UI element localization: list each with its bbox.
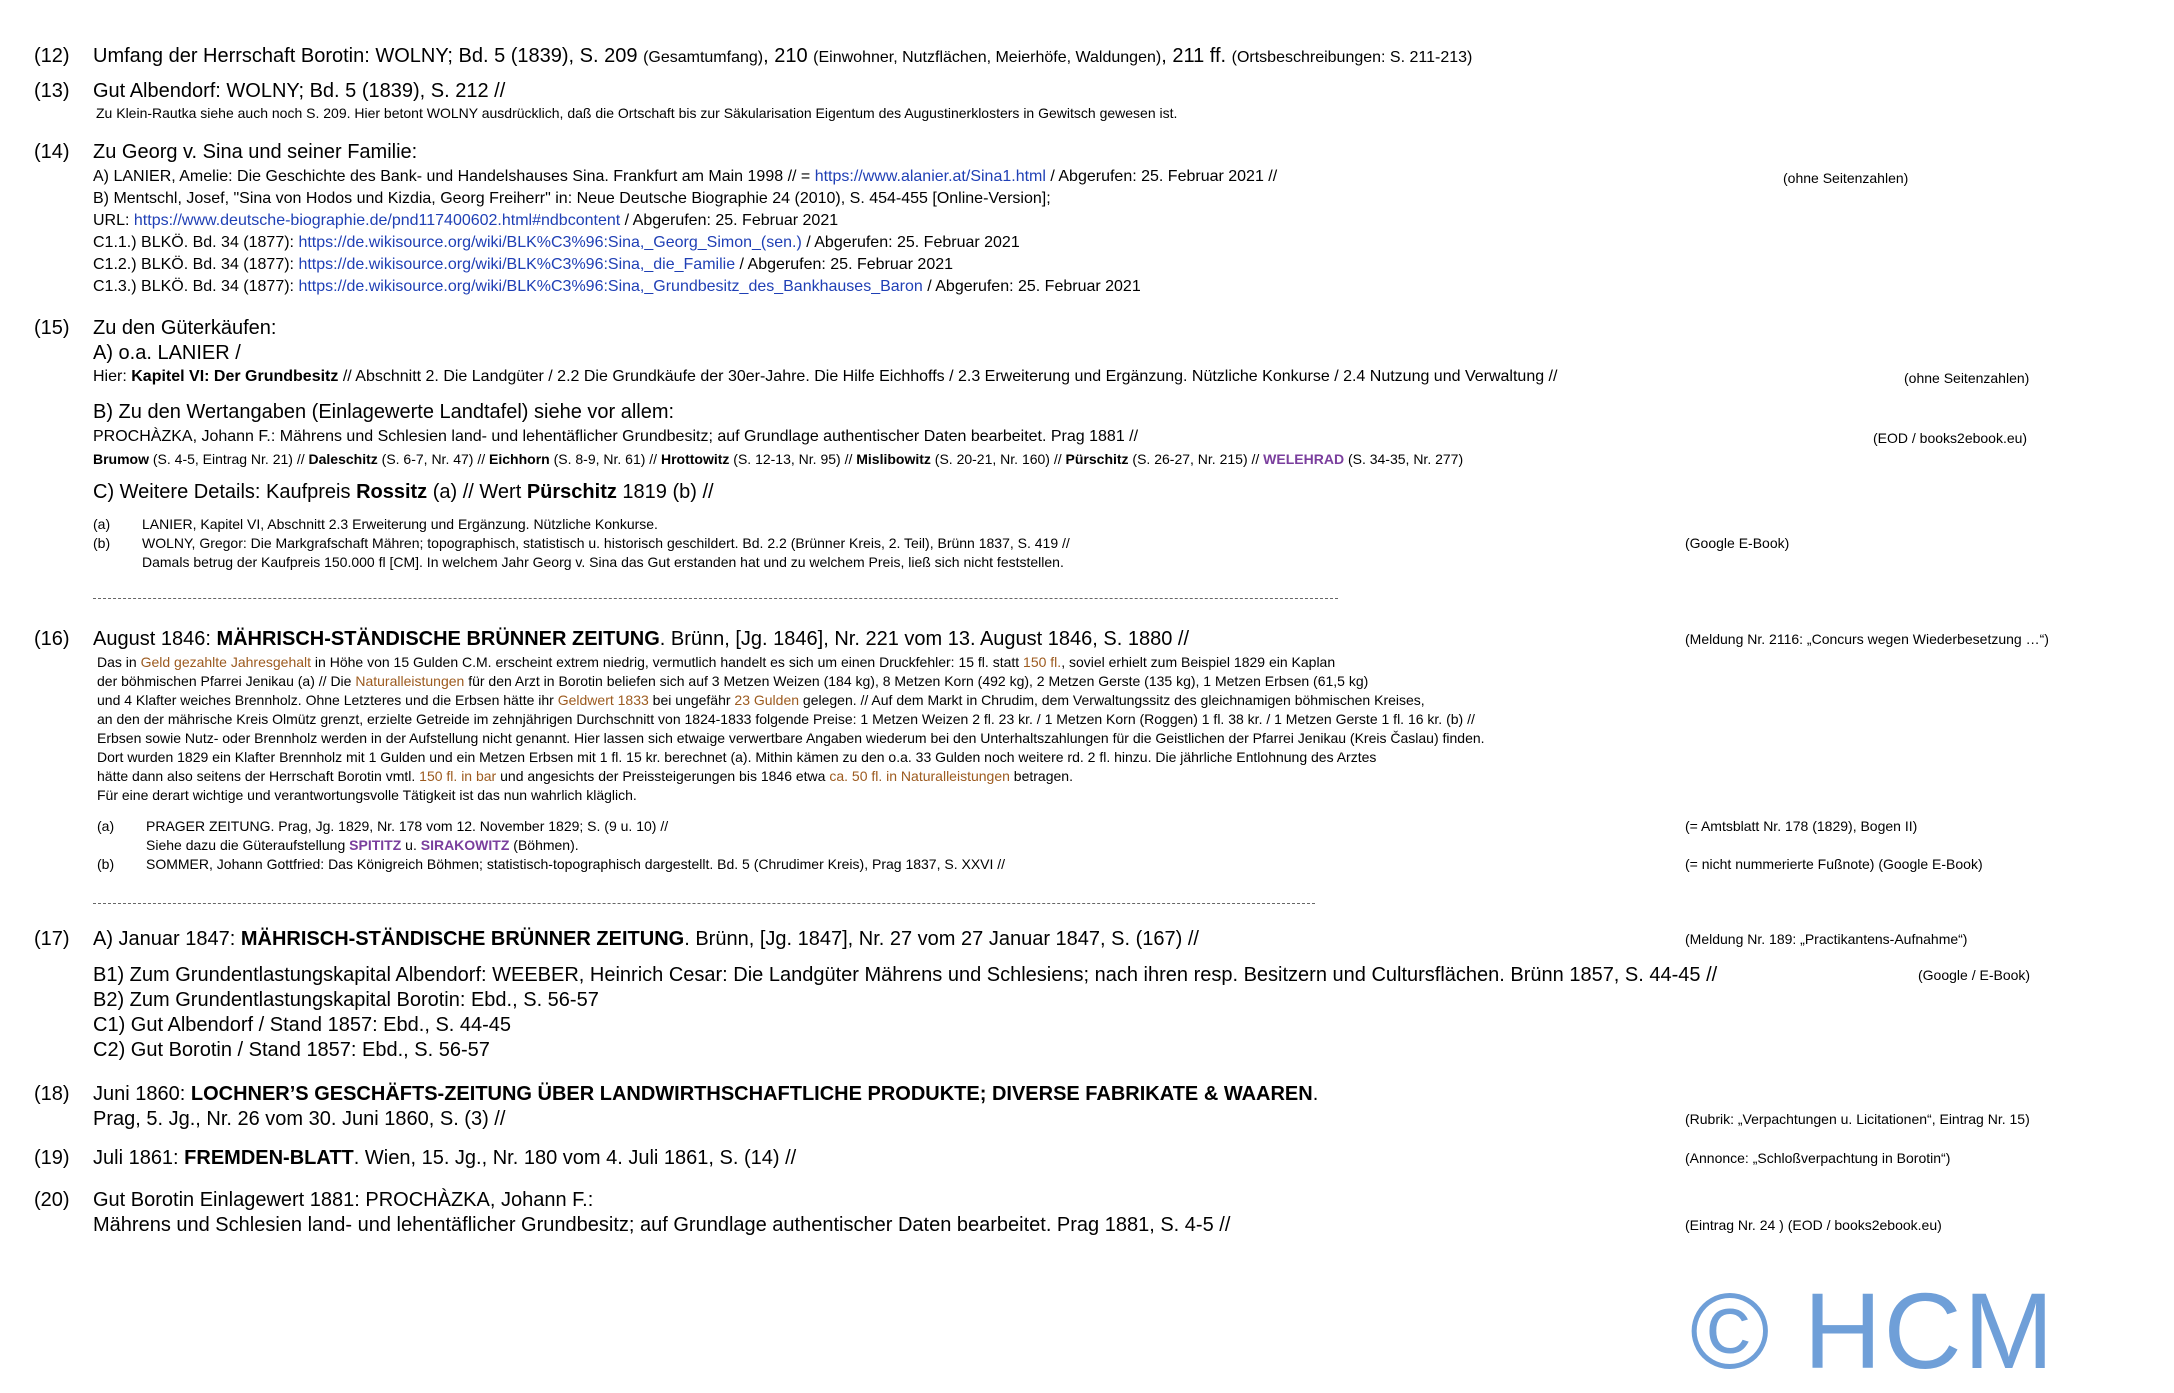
entry-14-ref-b: B) Mentschl, Josef, "Sina von Hodos und Kizdia, Georg Freiherr" in: Neue Deutsche Biographie 24 (2010), S. 454-455 [Online-Version]; — [93, 190, 1051, 207]
entry-17-b2: B2) Zum Grundentlastungskapital Borotin: Ebd., S. 56-57 — [93, 989, 599, 1011]
entry-20-ref: Mährens und Schlesien land- und lehentäflicher Grundbesitz; auf Grundlage authentischer Daten bearbeitet. Prag 1881, S. 4-5 // — [93, 1214, 1231, 1236]
footnote-b: WOLNY, Gregor: Die Markgrafschaft Mähren; topographisch, statistisch u. historisch geschildert. Bd. 2.2 (Brünner Kreis, 2. Teil), Brünn 1837, S. 419 // — [142, 535, 1070, 551]
entry-17-c2: C2) Gut Borotin / Stand 1857: Ebd., S. 56-57 — [93, 1039, 490, 1061]
link[interactable]: https://www.alanier.at/Sina1.html — [814, 168, 1046, 185]
entry-14-ref-a: A) LANIER, Amelie: Die Geschichte des Bank- und Handelshauses Sina. Frankfurt am Main 1998 // = https://www.alanier.at/Sina1.html / Abgerufen: 25. Februar 2021 // — [93, 168, 1278, 185]
divider — [93, 598, 1338, 599]
entry-17-title: A) Januar 1847: MÄHRISCH-STÄNDISCHE BRÜNNER ZEITUNG. Brünn, [Jg. 1847], Nr. 27 vom 27 Januar 1847, S. (167) // — [93, 928, 1199, 950]
footnote-b: SOMMER, Johann Gottfried: Das Königreich Böhmen; statistisch-topographisch dargestellt. Bd. 5 (Chrudimer Kreis), Prag 1837, S. XXVI // — [146, 856, 1006, 872]
footnote-label: (a) — [97, 818, 115, 834]
entry-14-title: Zu Georg v. Sina und seiner Familie: — [93, 141, 418, 163]
place-link[interactable]: SIRAKOWITZ — [420, 837, 510, 853]
entry-16-body: Dort wurden 1829 ein Klafter Brennholz mit 1 Gulden und ein Metzen Erbsen mit 1 fl. 15 kr. berechnet (a). Mithin kämen zu den o.a. 33 Gulden noch weitere rd. 2 fl. hinzu. Die jährliche Entlohnung des Arztes — [97, 749, 1377, 765]
entry-16-body: hätte dann also seitens der Herrschaft Borotin vmtl. 150 fl. in bar und angesichts der Preissteigerungen bis 1846 etwa ca. 50 fl. in Naturalleistungen betragen. — [97, 768, 1073, 784]
link[interactable]: https://de.wikisource.org/wiki/BLK%C3%96:Sina,_die_Familie — [298, 256, 736, 273]
entry-15-title: Zu den Güterkäufen: — [93, 317, 277, 339]
entry-19-title: Juli 1861: FREMDEN-BLATT. Wien, 15. Jg., Nr. 180 vom 4. Juli 1861, S. (14) // — [93, 1147, 797, 1169]
entry-16-body: Erbsen sowie Nutz- oder Brennholz werden in der Aufstellung nicht genannt. Hier lassen sich etwaige verwertbare Angaben wiederum bei den Unterhaltszahlungen für die Geistlichen der Pfarrei Jenikau (Kreis Časlau) finden. — [97, 730, 1485, 746]
entry-15-places: Brumow (S. 4-5, Eintrag Nr. 21) // Daleschitz (S. 6-7, Nr. 47) // Eichhorn (S. 8-9, Nr. 61) // Hrottowitz (S. 12-13, Nr. 95) // Mislibowitz (S. 20-21, Nr. 160) // Pürschitz (S. 26-27, Nr. 215) // WELEHRAD (S. 34-35, Nr. 277) — [93, 451, 1464, 467]
source-note: (Eintrag Nr. 24 ) (EOD / books2ebook.eu) — [1685, 1217, 1942, 1233]
entry-number: (20) — [34, 1189, 70, 1211]
entry-16-body: an den der mährische Kreis Olmütz grenzt, erzielte Getreide im zehnjährigen Durchschnitt von 1824-1833 folgende Preise: 1 Metzen Weizen 2 fl. 23 kr. / 1 Metzen Korn (Roggen) 1 fl. 38 kr. / 1 Metzen Gerste 1 fl. 16 kr. (b) // — [97, 711, 1475, 727]
entry-12-text: Umfang der Herrschaft Borotin: WOLNY; Bd. 5 (1839), S. 209 (Gesamtumfang), 210 (Einwohner, Nutzflächen, Meierhöfe, Waldungen), 211 ff. (Ortsbeschreibungen: S. 211-213) — [93, 45, 1473, 67]
footnote-a: LANIER, Kapitel VI, Abschnitt 2.3 Erweiterung und Ergänzung. Nützliche Konkurse. — [142, 516, 658, 532]
entry-14-ref-c3: C1.3.) BLKÖ. Bd. 34 (1877): https://de.wikisource.org/wiki/BLK%C3%96:Sina,_Grundbesitz_des_Bankhauses_Baron / Abgerufen: 25. Februar 2021 — [93, 278, 1141, 295]
page-note: (ohne Seitenzahlen) — [1904, 370, 2030, 386]
entry-15-b-title: B) Zu den Wertangaben (Einlagewerte Landtafel) siehe vor allem: — [93, 401, 675, 423]
entry-14-ref-b-url: URL: https://www.deutsche-biographie.de/pnd117400602.html#ndbcontent / Abgerufen: 25. Februar 2021 — [93, 212, 839, 229]
source-note: (Google / E-Book) — [1918, 967, 2031, 983]
entry-20-title: Gut Borotin Einlagewert 1881: PROCHÀZKA, Johann F.: — [93, 1189, 594, 1211]
page-note: (ohne Seitenzahlen) — [1783, 170, 1909, 186]
notice-note: (Annonce: „Schloßverpachtung in Borotin“) — [1685, 1150, 1951, 1166]
entry-number: (17) — [34, 928, 70, 950]
notice-note: (Meldung Nr. 189: „Practikantens-Aufnahme“) — [1685, 931, 1968, 947]
entry-number: (18) — [34, 1083, 70, 1105]
divider — [93, 903, 1315, 904]
entry-16-title: August 1846: MÄHRISCH-STÄNDISCHE BRÜNNER ZEITUNG. Brünn, [Jg. 1846], Nr. 221 vom 13. August 1846, S. 1880 // — [93, 628, 1190, 650]
entry-15-c: C) Weitere Details: Kaufpreis Rossitz (a) // Wert Pürschitz 1819 (b) // — [93, 481, 714, 503]
entry-17-b1: B1) Zum Grundentlastungskapital Albendorf: WEEBER, Heinrich Cesar: Die Landgüter Mährens und Schlesiens; nach ihren resp. Besitzern und Cultursflächen. Brünn 1857, S. 44-45 // — [93, 964, 1718, 986]
entry-15-a: A) o.a. LANIER / — [93, 342, 241, 364]
entry-16-body: Das in Geld gezahlte Jahresgehalt in Höhe von 15 Gulden C.M. erscheint extrem niedrig, vermutlich handelt es sich um einen Druckfehler: 15 fl. statt 150 fl., soviel erhielt zum Beispiel 1829 ein Kaplan — [97, 654, 1336, 670]
entry-16-body: der böhmischen Pfarrei Jenikau (a) // Die Naturalleistungen für den Arzt in Borotin beliefen sich auf 3 Metzen Weizen (184 kg), 8 Metzen Korn (492 kg), 2 Metzen Gerste (135 kg), 1 Metzen Erbsen (61,5 kg) — [97, 673, 1369, 689]
link[interactable]: https://de.wikisource.org/wiki/BLK%C3%96:Sina,_Grundbesitz_des_Bankhauses_Baron — [298, 278, 923, 295]
entry-13-note: Zu Klein-Rautka siehe auch noch S. 209. Hier betont WOLNY ausdrücklich, daß die Ortschaft bis zur Säkularisation Eigentum des Augustinerklosters in Gewitsch gewesen ist. — [96, 105, 1178, 121]
entry-16-body: Für eine derart wichtige und verantwortungsvolle Tätigkeit ist das nun wahrlich kläglich. — [97, 787, 637, 803]
source-note: (Google E-Book) — [1685, 535, 1790, 551]
entry-number: (19) — [34, 1147, 70, 1169]
footnote-a: PRAGER ZEITUNG. Prag, Jg. 1829, Nr. 178 vom 12. November 1829; S. (9 u. 10) // — [146, 818, 669, 834]
footnote-a-note: Siehe dazu die Güteraufstellung SPITITZ u. SIRAKOWITZ (Böhmen). — [146, 837, 579, 853]
copyright-watermark: © HCM — [1690, 1270, 2056, 1391]
place-link[interactable]: WELEHRAD — [1263, 451, 1345, 467]
entry-17-c1: C1) Gut Albendorf / Stand 1857: Ebd., S. 44-45 — [93, 1014, 512, 1036]
entry-15-hier: Hier: Kapitel VI: Der Grundbesitz // Abschnitt 2. Die Landgüter / 2.2 Die Grundkäufe der 30er-Jahre. Die Hilfe Eichhoffs / 2.3 Erweiterung und Ergänzung. Nützliche Konkurse / 2.4 Nutzung und Verwaltung // — [93, 368, 1558, 385]
entry-18-ref: Prag, 5. Jg., Nr. 26 vom 30. Juni 1860, S. (3) // — [93, 1108, 506, 1130]
section-note: (Rubrik: „Verpachtungen u. Licitationen“, Eintrag Nr. 15) — [1685, 1111, 2030, 1127]
footnote-label: (b) — [97, 856, 115, 872]
entry-16-body: und 4 Klafter weiches Brennholz. Ohne Letzteres und die Erbsen hätte ihr Geldwert 1833 bei ungefähr 23 Gulden gelegen. // Auf dem Markt in Chrudim, dem Verwaltungssitz des gleichnamigen böhmischen Kreises, — [97, 692, 1425, 708]
entry-number: (12) — [34, 45, 70, 67]
source-note: (= nicht nummerierte Fußnote) (Google E-Book) — [1685, 856, 1983, 872]
entry-13-title: Gut Albendorf: WOLNY; Bd. 5 (1839), S. 212 // — [93, 80, 506, 102]
entry-18-title: Juni 1860: LOCHNER’S GESCHÄFTS-ZEITUNG ÜBER LANDWIRTHSCHAFTLICHE PRODUKTE; DIVERSE FABRIKATE & WAAREN. — [93, 1083, 1319, 1105]
source-note: (= Amtsblatt Nr. 178 (1829), Bogen II) — [1685, 818, 1918, 834]
notice-note: (Meldung Nr. 2116: „Concurs wegen Wiederbesetzung …“) — [1685, 631, 2049, 647]
entry-number: (15) — [34, 317, 70, 339]
entry-14-ref-c2: C1.2.) BLKÖ. Bd. 34 (1877): https://de.wikisource.org/wiki/BLK%C3%96:Sina,_die_Familie / Abgerufen: 25. Februar 2021 — [93, 256, 954, 273]
entry-14-ref-c1: C1.1.) BLKÖ. Bd. 34 (1877): https://de.wikisource.org/wiki/BLK%C3%96:Sina,_Georg_Simon_(sen.) / Abgerufen: 25. Februar 2021 — [93, 234, 1020, 251]
footnote-label: (a) — [93, 516, 111, 532]
footnote-label: (b) — [93, 535, 111, 551]
entry-number: (16) — [34, 628, 70, 650]
link[interactable]: https://www.deutsche-biographie.de/pnd117400602.html#ndbcontent — [133, 212, 621, 229]
link[interactable]: https://de.wikisource.org/wiki/BLK%C3%96:Sina,_Georg_Simon_(sen.) — [298, 234, 802, 251]
entry-number: (14) — [34, 141, 70, 163]
entry-number: (13) — [34, 80, 70, 102]
place-link[interactable]: SPITITZ — [349, 837, 402, 853]
footnote-b-note: Damals betrug der Kaufpreis 150.000 fl [CM]. In welchem Jahr Georg v. Sina das Gut erstanden hat und zu welchem Preis, ließ sich nicht feststellen. — [142, 554, 1064, 570]
source-note: (EOD / books2ebook.eu) — [1873, 430, 2028, 446]
entry-15-b-source: PROCHÀZKA, Johann F.: Mährens und Schlesien land- und lehentäflicher Grundbesitz; auf Grundlage authentischer Daten bearbeitet. Prag 1881 // — [93, 428, 1139, 445]
